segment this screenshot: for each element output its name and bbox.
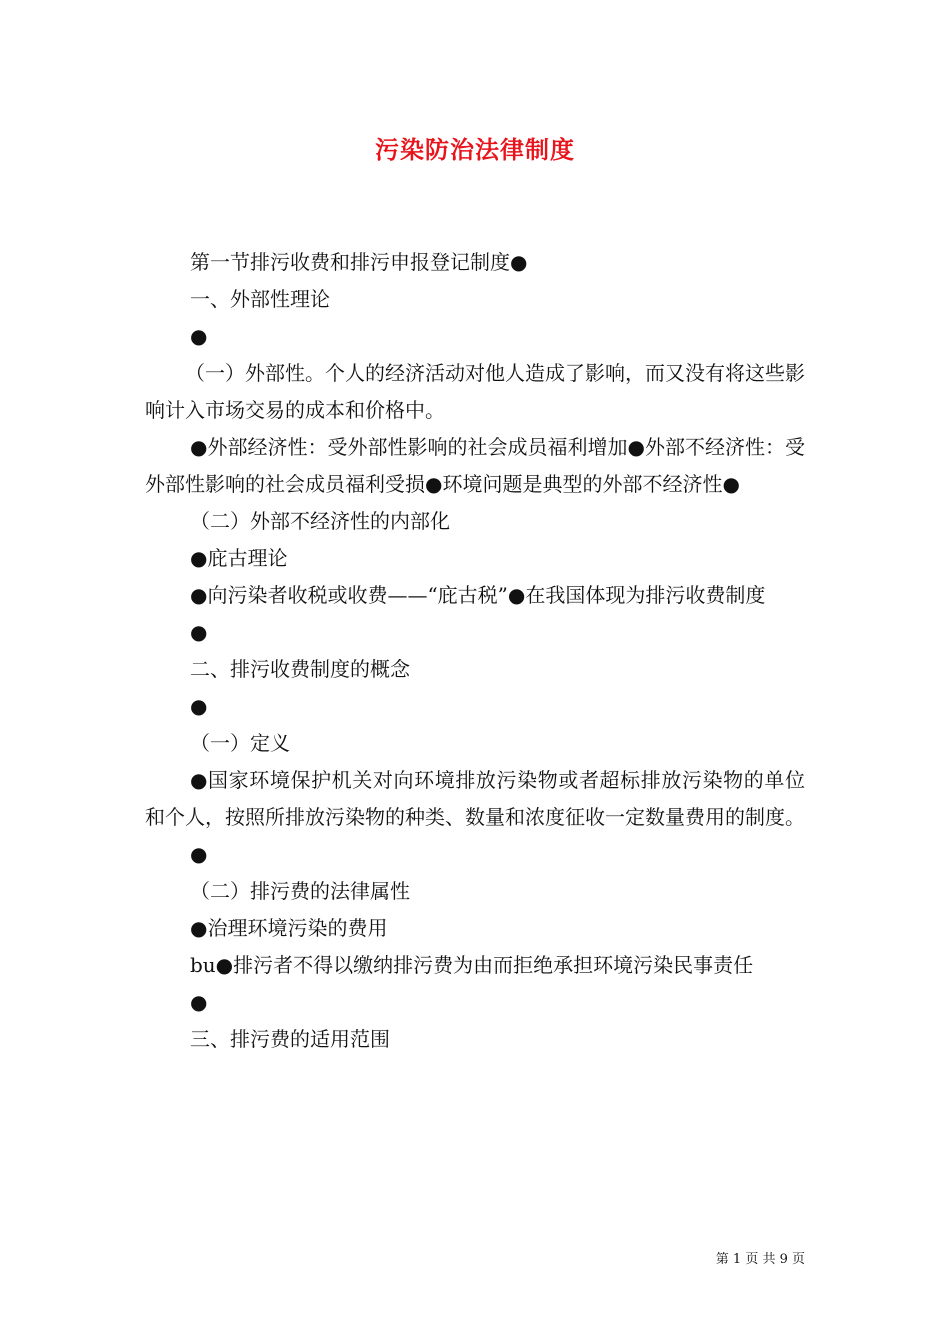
paragraph: （二）排污费的法律属性 — [190, 879, 410, 903]
document-body — [145, 244, 805, 1058]
paragraph: ● — [190, 324, 208, 348]
paragraph: ●向污染者收税或收费——“庇古税”●在我国体现为排污收费制度 — [190, 583, 766, 607]
paragraph: 一、外部性理论 — [190, 287, 330, 311]
paragraph: （二）外部不经济性的内部化 — [190, 509, 450, 533]
paragraph: ●治理环境污染的费用 — [190, 916, 388, 940]
paragraph: ●国家环境保护机关对向环境排放污染物或者超标排放污染物的单位和个人，按照所排放污染物的种类、数量和浓度征收一定数量费用的制度。 — [145, 768, 805, 829]
paragraph: bu●排污者不得以缴纳排污费为由而拒绝承担环境污染民事责任 — [190, 953, 754, 977]
document-title: 污染防治法律制度 — [375, 135, 575, 164]
paragraph: ●庇古理论 — [190, 546, 288, 570]
paragraph: 第一节排污收费和排污申报登记制度● — [190, 250, 528, 274]
paragraph: ● — [190, 842, 208, 866]
paragraph: ● — [190, 694, 208, 718]
paragraph: 二、排污收费制度的概念 — [190, 657, 410, 681]
paragraph: （一）定义 — [190, 731, 290, 755]
page-number: 第 1 页 共 9 页 — [715, 1252, 805, 1267]
paragraph: ●外部经济性：受外部性影响的社会成员福利增加●外部不经济性：受外部性影响的社会成员福利受损●环境问题是典型的外部不经济性● — [145, 435, 805, 496]
paragraph: ● — [190, 620, 208, 644]
paragraph: （一）外部性。个人的经济活动对他人造成了影响，而又没有将这些影响计入市场交易的成本和价格中。 — [145, 361, 805, 422]
paragraph: 三、排污费的适用范围 — [190, 1027, 390, 1051]
paragraph: ● — [190, 990, 208, 1014]
